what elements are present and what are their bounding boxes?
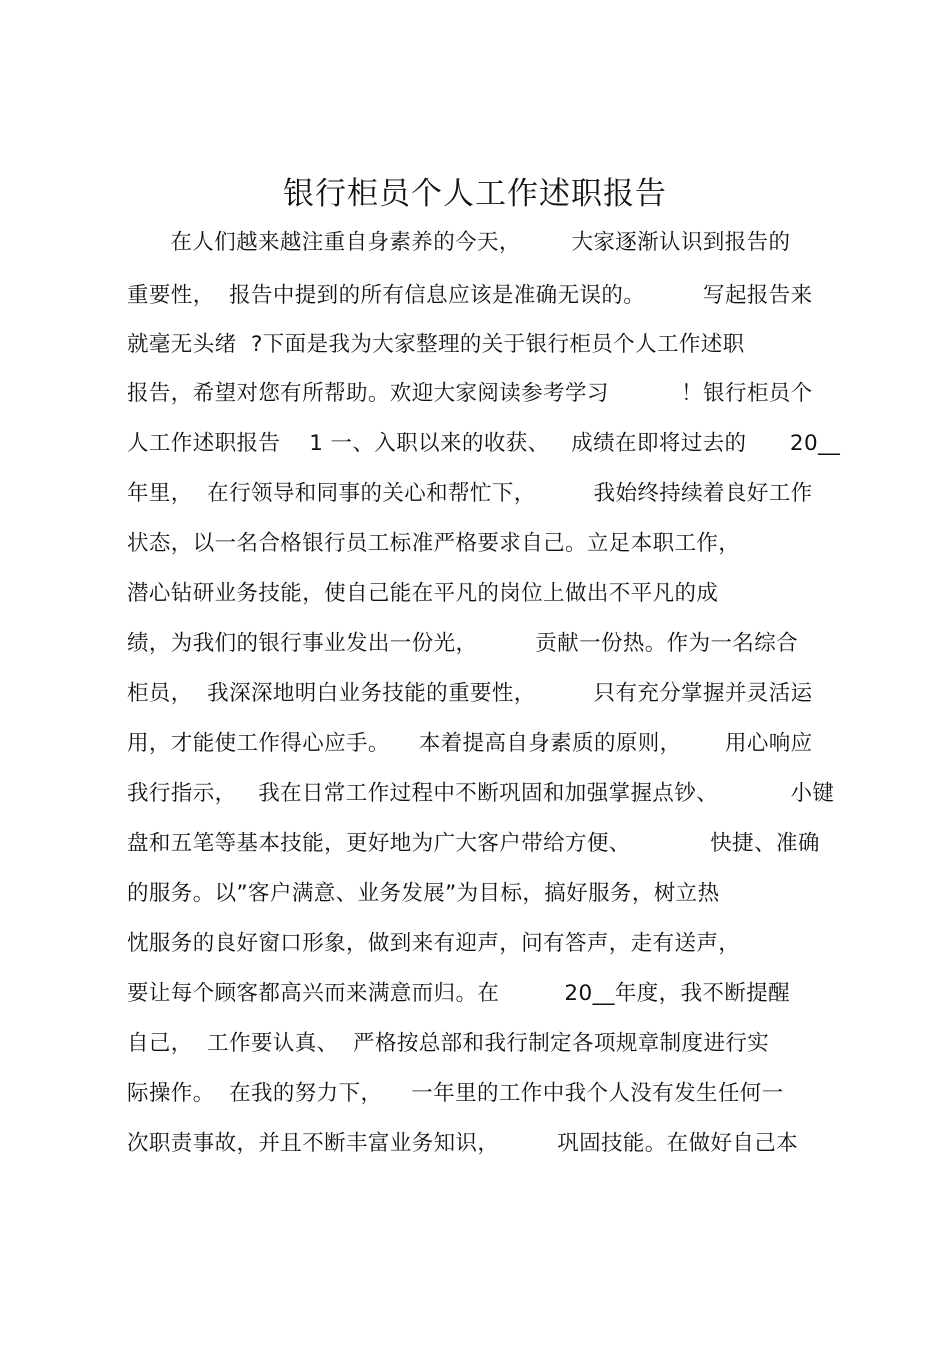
- body-line-4: 报告，希望对您有所帮助。欢迎大家阅读参考学习 ！银行柜员个: [127, 381, 813, 406]
- document-title: 银行柜员个人工作述职报告: [283, 176, 667, 212]
- body-line-5: 人工作述职报告 1 一、入职以来的收获、 成绩在即将过去的 20__: [127, 431, 841, 456]
- body-line-7: 状态，以一名合格银行员工标准严格要求自己。立足本职工作，: [127, 531, 741, 556]
- body-line-16: 要让每个顾客都高兴而来满意而归。在 20__年度，我不断提醒: [127, 981, 791, 1006]
- body-line-15: 忱服务的良好窗口形象，做到来有迎声，问有答声，走有送声，: [127, 931, 741, 956]
- body-line-17: 自己， 工作要认真、 严格按总部和我行制定各项规章制度进行实: [127, 1031, 770, 1056]
- body-line-1: 在人们越来越注重自身素养的今天， 大家逐渐认识到报告的: [127, 230, 791, 255]
- body-line-14: 的服务。以”客户满意、业务发展”为目标，搞好服务，树立热: [127, 881, 720, 906]
- body-line-18: 际操作。 在我的努力下， 一年里的工作中我个人没有发生任何一: [127, 1081, 784, 1106]
- body-line-19: 次职责事故，并且不断丰富业务知识， 巩固技能。在做好自己本: [127, 1131, 799, 1156]
- body-line-10: 柜员， 我深深地明白业务技能的重要性， 只有充分掌握并灵活运: [127, 681, 813, 706]
- body-line-2: 重要性， 报告中提到的所有信息应该是准确无误的。 写起报告来: [127, 283, 813, 308]
- body-line-6: 年里， 在行领导和同事的关心和帮忙下， 我始终持续着良好工作: [127, 481, 813, 506]
- body-line-9: 绩，为我们的银行事业发出一份光， 贡献一份热。作为一名综合: [127, 631, 799, 656]
- body-line-11: 用，才能使工作得心应手。 本着提高自身素质的原则， 用心响应: [127, 731, 813, 756]
- body-line-3: 就毫无头绪 ?下面是我为大家整理的关于银行柜员个人工作述职: [127, 332, 745, 357]
- body-line-8: 潜心钻研业务技能，使自己能在平凡的岗位上做出不平凡的成: [127, 581, 719, 606]
- body-line-13: 盘和五笔等基本技能，更好地为广大客户带给方便、 快捷、准确: [127, 831, 820, 856]
- body-line-12: 我行指示， 我在日常工作过程中不断巩固和加强掌握点钞、 小键: [127, 781, 835, 806]
